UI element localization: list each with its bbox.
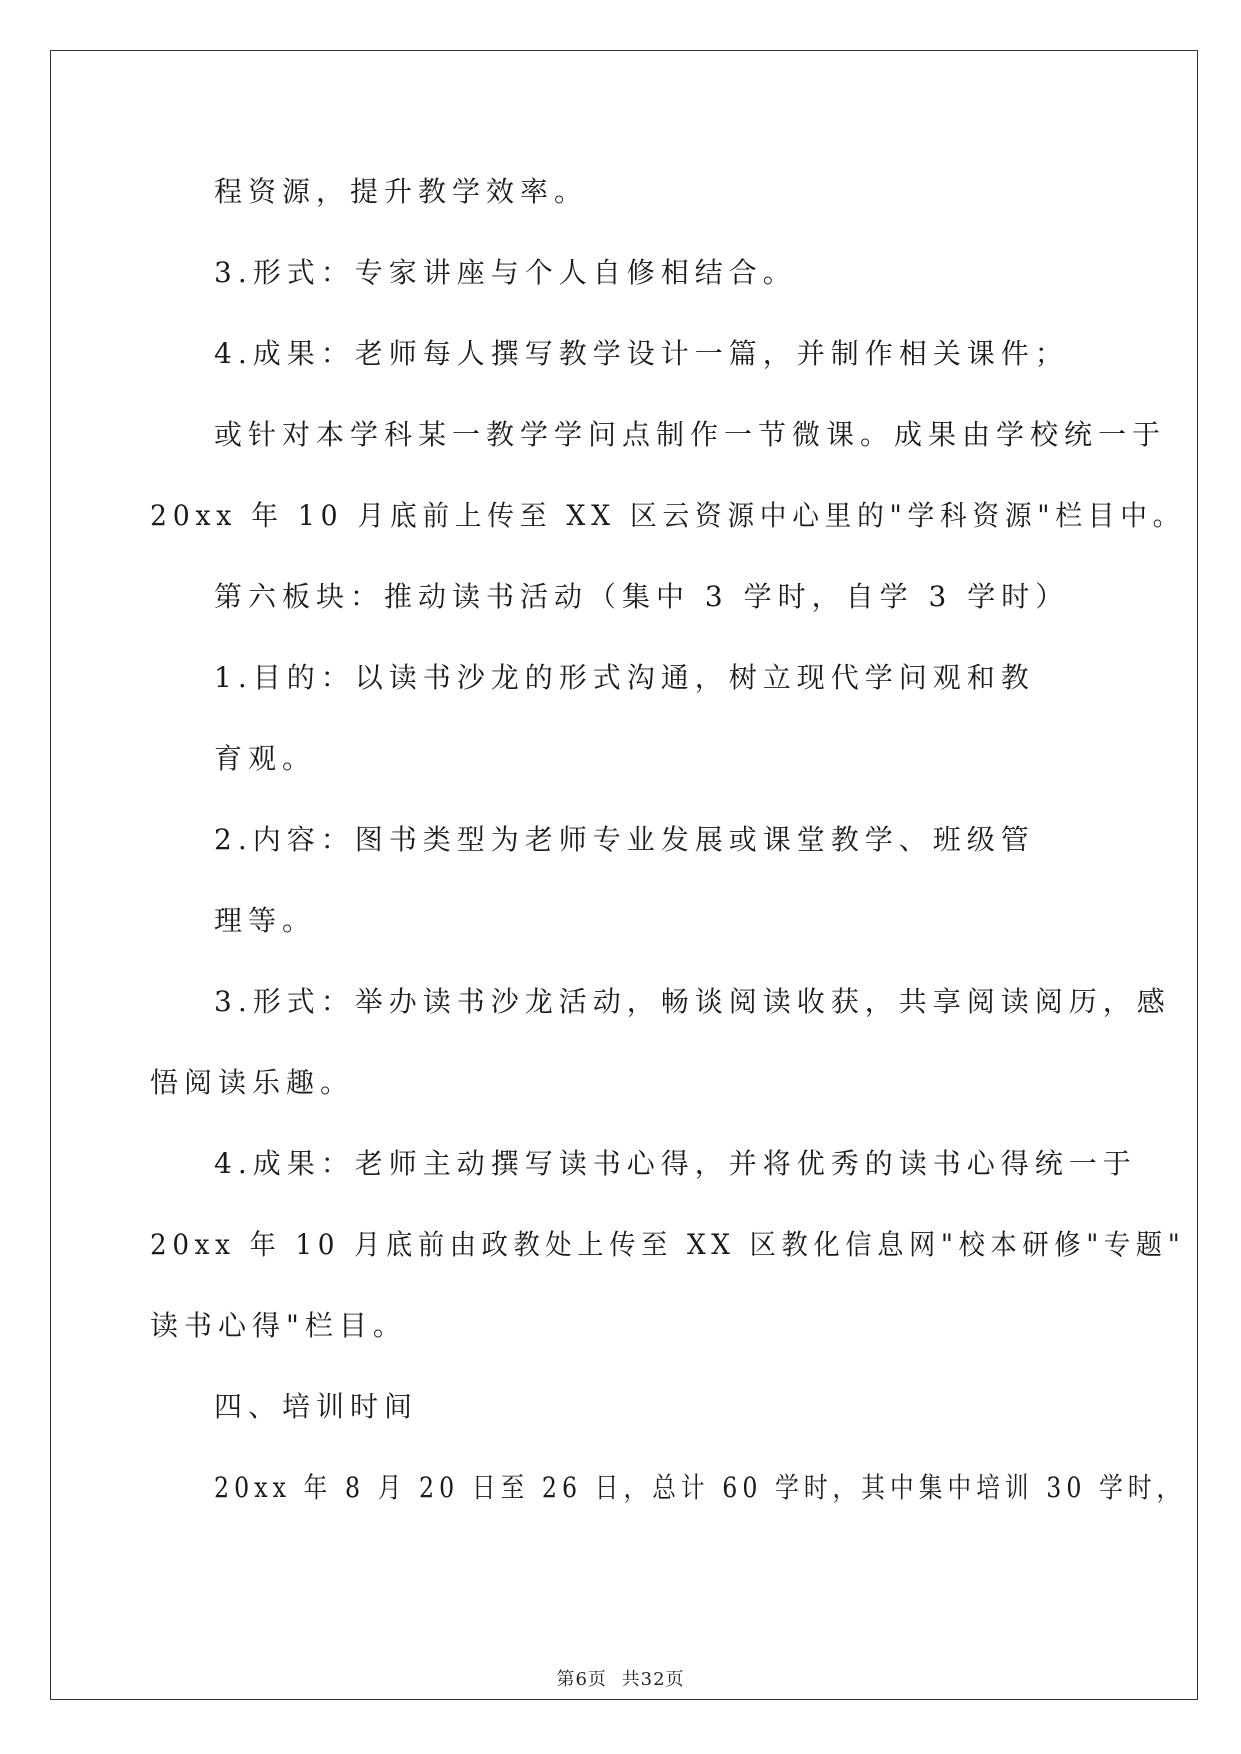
section-heading: 四、培训时间 bbox=[214, 1390, 419, 1423]
page-number-total: 共32页 bbox=[621, 1669, 685, 1690]
text-line: 程资源，提升教学效率。 bbox=[214, 175, 589, 208]
text-line: 3.形式：专家讲座与个人自修相结合。 bbox=[214, 256, 797, 289]
text-line: 20xx 年 10 月底前上传至 XX 区云资源中心里的"学科资源"栏目中。 bbox=[150, 499, 1186, 532]
text-line: 读书心得"栏目。 bbox=[150, 1309, 407, 1342]
page-number-current: 第6页 bbox=[556, 1669, 607, 1690]
text-line: 2.内容：图书类型为老师专业发展或课堂教学、班级管 bbox=[214, 823, 1035, 856]
text-line: 20xx 年 10 月底前由政教处上传至 XX 区教化信息网"校本研修"专题" bbox=[150, 1228, 1186, 1261]
text-line: 或针对本学科某一教学学问点制作一节微课。成果由学校统一于 bbox=[214, 418, 1167, 451]
text-line: 4.成果：老师主动撰写读书心得，并将优秀的读书心得统一于 bbox=[214, 1147, 1137, 1180]
text-line: 育观。 bbox=[214, 742, 317, 775]
text-line: 20xx 年 8 月 20 日至 26 日，总计 60 学时，其中集中培训 30 学时， bbox=[214, 1471, 1186, 1504]
text-line: 4.成果：老师每人撰写教学设计一篇，并制作相关课件； bbox=[214, 337, 1069, 370]
text-line: 悟阅读乐趣。 bbox=[150, 1066, 355, 1099]
section-heading: 第六板块：推动读书活动（集中 3 学时，自学 3 学时） bbox=[214, 580, 1070, 613]
text-line: 3.形式：举办读书沙龙活动，畅谈阅读收获，共享阅读阅历，感 bbox=[214, 985, 1171, 1018]
text-line: 理等。 bbox=[214, 904, 317, 937]
page-footer bbox=[0, 1665, 1241, 1691]
text-line: 1.目的：以读书沙龙的形式沟通，树立现代学问观和教 bbox=[214, 661, 1035, 694]
page-border bbox=[50, 50, 1198, 1700]
